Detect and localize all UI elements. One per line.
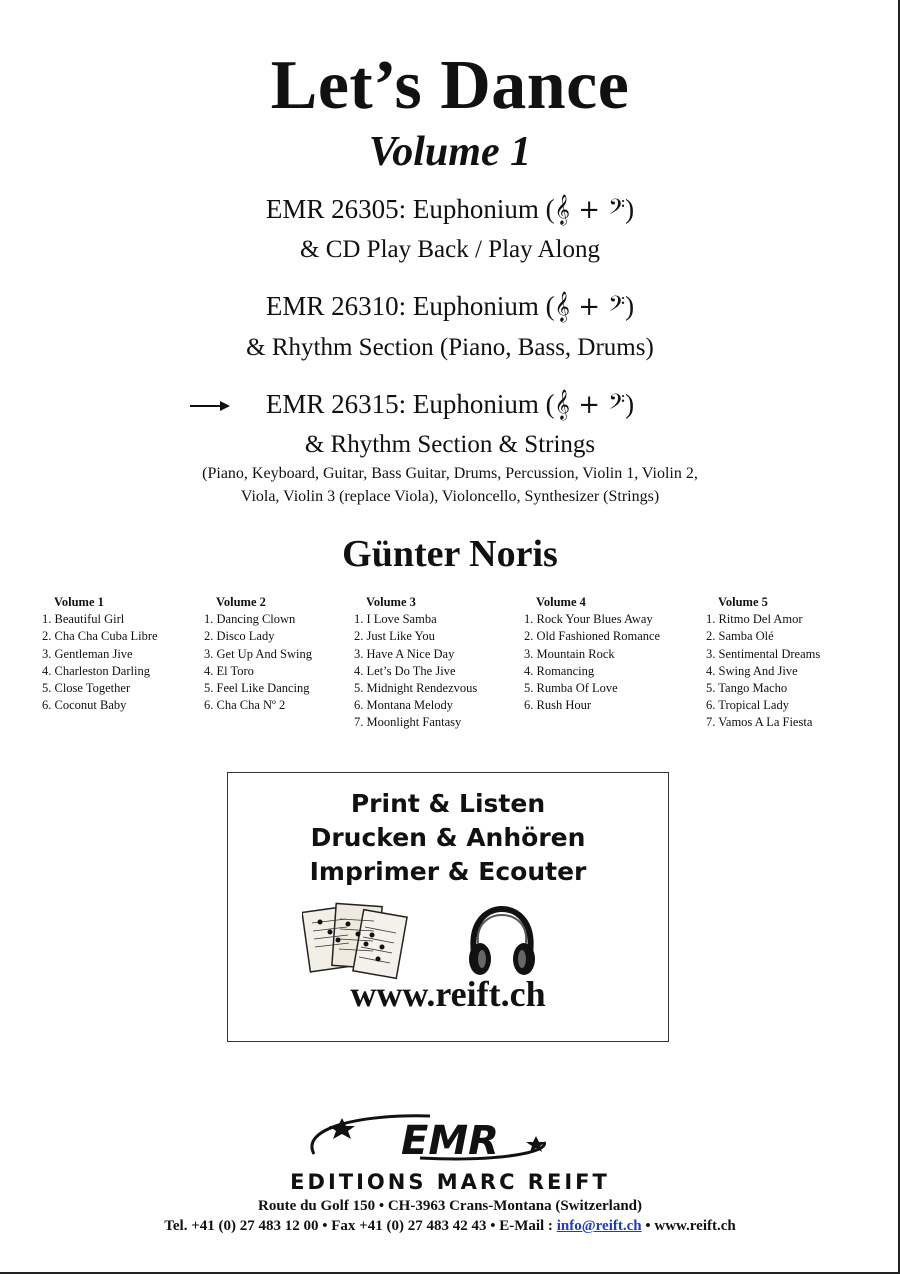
list-item: 1. Rock Your Blues Away <box>524 612 653 627</box>
list-item: 7. Moonlight Fantasy <box>354 715 462 730</box>
print-listen-de: Drucken & Anhören <box>310 823 586 852</box>
list-item: 4. Charleston Darling <box>42 663 150 678</box>
publisher-contact: Tel. +41 (0) 27 483 12 00 • Fax +41 (0) 27 483 42 43 • E-Mail : info@reift.ch • www.reift.ch <box>164 1218 736 1234</box>
page-title: Let’s Dance <box>270 47 630 124</box>
list-item: 2. Samba Olé <box>706 629 774 644</box>
list-item: 6. Coconut Baby <box>42 698 127 713</box>
list-item: 6. Montana Melody <box>354 698 453 713</box>
composer-name: Günter Noris <box>342 533 558 575</box>
list-item: 4. Romancing <box>524 663 595 678</box>
edition-3-sub: & Rhythm Section & Strings <box>304 431 596 458</box>
list-item: 6. Tropical Lady <box>706 698 789 713</box>
list-item: 1. Dancing Clown <box>204 612 296 627</box>
list-item: 6. Cha Cha Nº 2 <box>204 698 286 713</box>
headphones-icon <box>464 903 540 981</box>
list-item: 5. Rumba Of Love <box>524 681 618 696</box>
page-subtitle: Volume 1 <box>368 129 532 175</box>
volume-heading: Volume 1 <box>54 595 104 609</box>
volume-column-1 <box>42 594 158 714</box>
edition-3-code: EMR 26315: Euphonium (𝄞 + 𝄢) <box>265 389 635 420</box>
website-link[interactable]: www.reift.ch <box>350 974 546 1014</box>
instrument-list-line-1: (Piano, Keyboard, Guitar, Bass Guitar, Drums, Percussion, Violin 1, Violin 2, <box>202 465 698 482</box>
list-item: 1. Beautiful Girl <box>42 612 125 627</box>
publisher-address: Route du Golf 150 • CH-3963 Crans-Montana (Switzerland) <box>258 1198 642 1214</box>
print-listen-fr: Imprimer & Ecouter <box>309 857 587 886</box>
list-item: 5. Midnight Rendezvous <box>354 681 478 696</box>
list-item: 2. Cha Cha Cuba Libre <box>42 629 158 644</box>
list-item: 4. Let’s Do The Jive <box>354 663 456 678</box>
print-listen-box <box>227 772 669 1042</box>
publisher-name: EDITIONS MARC REIFT <box>290 1170 610 1194</box>
list-item: 5. Feel Like Dancing <box>204 681 310 696</box>
volume-heading: Volume 2 <box>216 595 266 609</box>
edition-1-code: EMR 26305: Euphonium (𝄞 + 𝄢) <box>265 194 635 225</box>
volume-column-5 <box>706 594 820 732</box>
list-item: 1. I Love Samba <box>354 612 437 627</box>
volume-heading: Volume 4 <box>536 595 586 609</box>
treble-bass-clef-icon: 𝄞 + 𝄢 <box>554 292 626 322</box>
logo-text: EMR <box>401 1118 499 1164</box>
list-item: 2. Just Like You <box>354 629 435 644</box>
list-item: 3. Get Up And Swing <box>204 646 312 661</box>
list-item: 5. Tango Macho <box>706 681 788 696</box>
volume-column-4 <box>524 594 660 714</box>
list-item: 3. Have A Nice Day <box>354 646 455 661</box>
sheet-music-icon <box>302 899 412 981</box>
emr-logo <box>300 1108 600 1168</box>
list-item: 7. Vamos A La Fiesta <box>706 715 813 730</box>
email-link[interactable]: info@reift.ch <box>556 1218 642 1234</box>
edition-1-sub: & CD Play Back / Play Along <box>300 236 600 263</box>
volume-column-3 <box>354 594 477 732</box>
list-item: 3. Mountain Rock <box>524 646 615 661</box>
volume-heading: Volume 5 <box>718 595 768 609</box>
list-item: 5. Close Together <box>42 681 131 696</box>
treble-bass-clef-icon: 𝄞 + 𝄢 <box>554 195 626 225</box>
instrument-list-line-2: Viola, Violin 3 (replace Viola), Violoncello, Synthesizer (Strings) <box>240 488 660 505</box>
edition-2-sub: & Rhythm Section (Piano, Bass, Drums) <box>246 334 654 361</box>
volume-column-2 <box>204 594 312 714</box>
list-item: 1. Ritmo Del Amor <box>706 612 803 627</box>
list-item: 4. El Toro <box>204 663 254 678</box>
list-item: 3. Gentleman Jive <box>42 646 133 661</box>
edition-2-code: EMR 26310: Euphonium (𝄞 + 𝄢) <box>265 291 635 322</box>
list-item: 3. Sentimental Dreams <box>706 646 821 661</box>
volume-heading: Volume 3 <box>366 595 416 609</box>
list-item: 4. Swing And Jive <box>706 663 798 678</box>
list-item: 6. Rush Hour <box>524 698 592 713</box>
treble-bass-clef-icon: 𝄞 + 𝄢 <box>554 390 626 420</box>
list-item: 2. Disco Lady <box>204 629 275 644</box>
print-listen-en: Print & Listen <box>350 789 546 818</box>
list-item: 2. Old Fashioned Romance <box>524 629 661 644</box>
